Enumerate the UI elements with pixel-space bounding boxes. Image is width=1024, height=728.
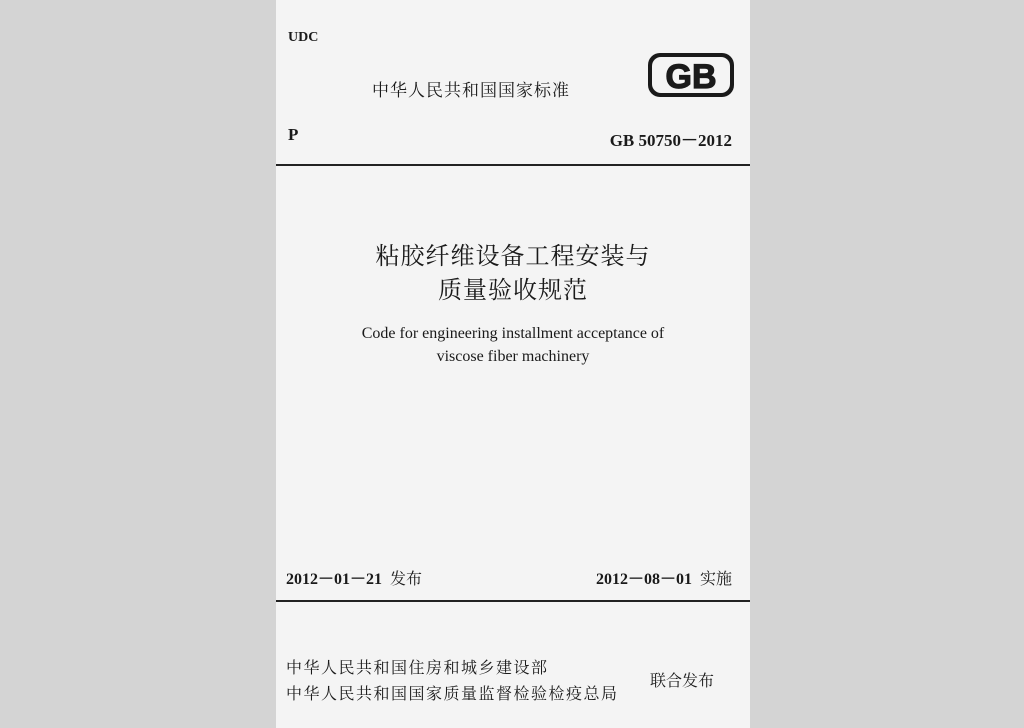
- standard-cover: [276, 0, 750, 728]
- gb-logo-text: GB: [665, 58, 717, 96]
- issuer-line2: 中华人民共和国国家质量监督检验检疫总局: [286, 684, 619, 703]
- gb-logo-icon: [646, 50, 736, 100]
- issue-date: 2012－01－21: [286, 571, 383, 588]
- joint-issue-label: 联合发布: [650, 671, 715, 690]
- issue-label: 发布: [390, 569, 423, 588]
- udc-label: UDC: [288, 30, 319, 45]
- title-en-line2: viscose fiber machinery: [436, 348, 590, 365]
- effective-date: 2012－08－01: [595, 571, 692, 588]
- issuer-line1: 中华人民共和国住房和城乡建设部: [286, 658, 549, 677]
- national-standard-label: 中华人民共和国国家标准: [372, 81, 570, 101]
- title-zh-line2: 质量验收规范: [438, 276, 588, 304]
- category-code: P: [288, 125, 299, 144]
- header-divider: [276, 164, 750, 166]
- title-zh-line1: 粘胶纤维设备工程安装与: [375, 242, 651, 270]
- issue-date-block: [286, 566, 422, 589]
- standard-number: GB 50750－2012: [609, 131, 732, 150]
- effective-date-block: [596, 566, 732, 589]
- effective-label: 实施: [699, 569, 732, 588]
- footer-divider: [276, 600, 750, 602]
- title-en-line1: Code for engineering installment acceptance of: [361, 325, 665, 342]
